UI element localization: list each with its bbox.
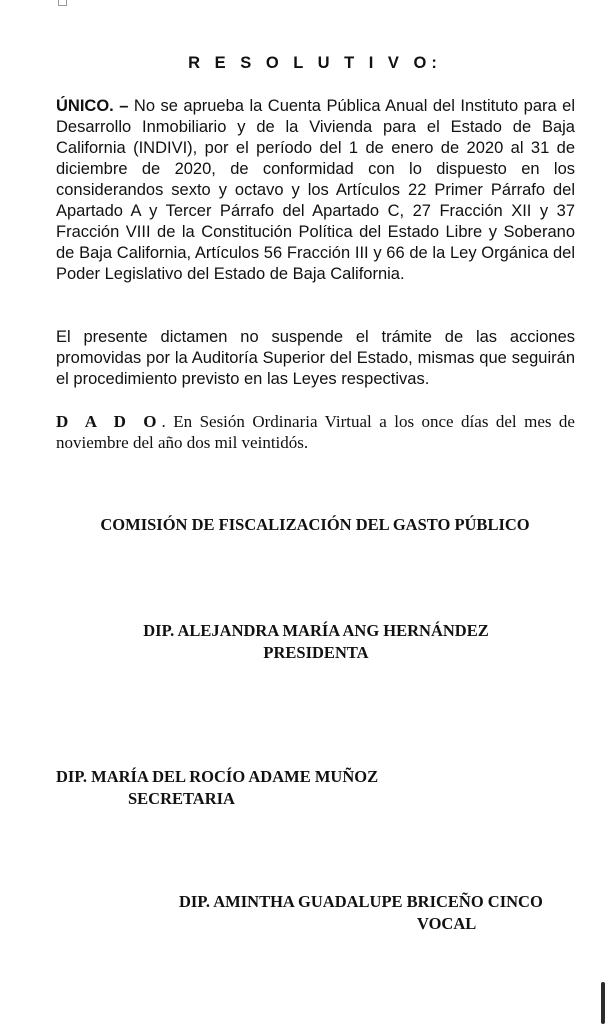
second-paragraph: El presente dictamen no suspende el trámite de las acciones promovidas por la Auditoría Superior del Estado, mismas que seguirán el procedimiento previsto en las Leyes respectivas. [56,328,575,388]
signatory-name: DIP. AMINTHA GUADALUPE BRICEÑO CINCO [179,892,543,911]
dado-label: D A D O [56,412,162,431]
unico-label: ÚNICO. – [56,97,129,115]
dado-paragraph [56,411,575,453]
signatory-role: PRESIDENTA [263,643,369,662]
resolutivo-heading: R E S O L U T I V O: [188,54,442,72]
signatory-name: DIP. ALEJANDRA MARÍA ANG HERNÁNDEZ [143,621,489,640]
commission-title: COMISIÓN DE FISCALIZACIÓN DEL GASTO PÚBLICO [100,515,530,534]
signatory-role: VOCAL [417,914,477,933]
unico-paragraph [56,96,575,285]
signatory-role: SECRETARIA [128,789,235,808]
scroll-indicator[interactable] [601,982,605,1024]
page-corner-mark [58,0,67,6]
signatory-name: DIP. MARÍA DEL ROCÍO ADAME MUÑOZ [56,767,379,786]
signature-block-vocal [179,891,577,935]
signature-block-presidenta [127,620,505,664]
unico-text: No se aprueba la Cuenta Pública Anual del Instituto para el Desarrollo Inmobiliario y de la Vivienda para el Estado de Baja California (INDIVI), por el período del 1 de enero de 2020 al 31 de diciembre de 2020, de conformidad con lo dispuesto en los considerandos sexto y octavo y los Artículos 22 Primer Párrafo del Apartado A y Tercer Párrafo del Apartado C, 27 Fracción XII y 37 Fracción VIII de la Constitución Política del Estado Libre y Soberano de Baja California, Artículos 56 Fracción III y 66 de la Ley Orgánica del Poder Legislativo del Estado de Baja California. [56,97,575,283]
dado-text: . En Sesión Ordinaria Virtual a los once días del mes de noviembre del año dos mil veintidós. [56,412,575,452]
signature-block-secretaria [56,766,408,810]
